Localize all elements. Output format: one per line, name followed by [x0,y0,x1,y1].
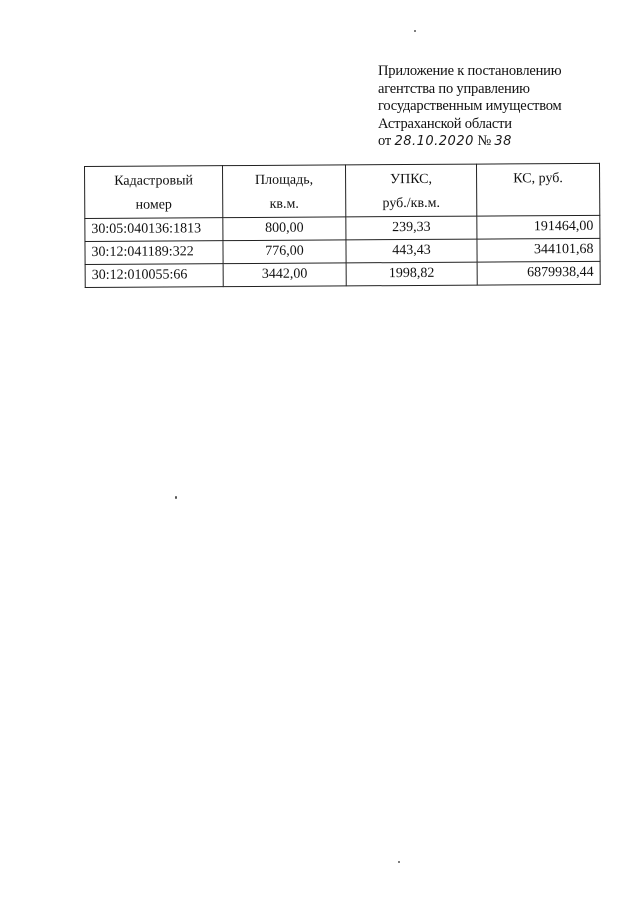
table-header-row [85,163,600,218]
date-line [378,133,608,151]
table-row [85,215,600,241]
cell-area: 776,00 [223,240,346,264]
cell-ks: 6879938,44 [477,261,600,285]
cell-cadastral-number: 30:12:041189:322 [85,241,223,265]
header-upks: УПКС, руб./кв.м. [345,164,476,217]
cell-upks: 1998,82 [346,262,477,286]
header-line-3: государственным имуществом [378,98,562,114]
header-cadastral-number: Кадастровый номер [85,166,223,219]
date-prefix: от [378,133,391,149]
scan-speck [175,496,177,499]
appendix-header [378,63,608,151]
table-row [85,238,600,264]
cell-area: 800,00 [223,217,346,241]
header-line-1: Приложение к постановлению [378,63,562,79]
header-area: Площадь, кв.м. [223,165,346,218]
scan-speck [414,30,416,32]
cell-ks: 191464,00 [477,215,600,239]
handwritten-date: 28.10.2020 [394,134,474,149]
cell-ks: 344101,68 [477,238,600,262]
cadastral-value-table [84,163,601,288]
header-line-2: агентства по управлению [378,80,530,97]
scan-speck [398,861,400,863]
header-line-4: Астраханской области [378,115,512,132]
cell-area: 3442,00 [223,263,346,287]
number-label: № [477,133,491,149]
cell-upks: 443,43 [346,239,477,263]
table-row [85,261,600,287]
handwritten-number: 38 [494,134,512,149]
header-ks: КС, руб. [476,163,599,216]
cell-upks: 239,33 [346,216,477,240]
cell-cadastral-number: 30:12:010055:66 [85,264,223,288]
cell-cadastral-number: 30:05:040136:1813 [85,218,223,242]
